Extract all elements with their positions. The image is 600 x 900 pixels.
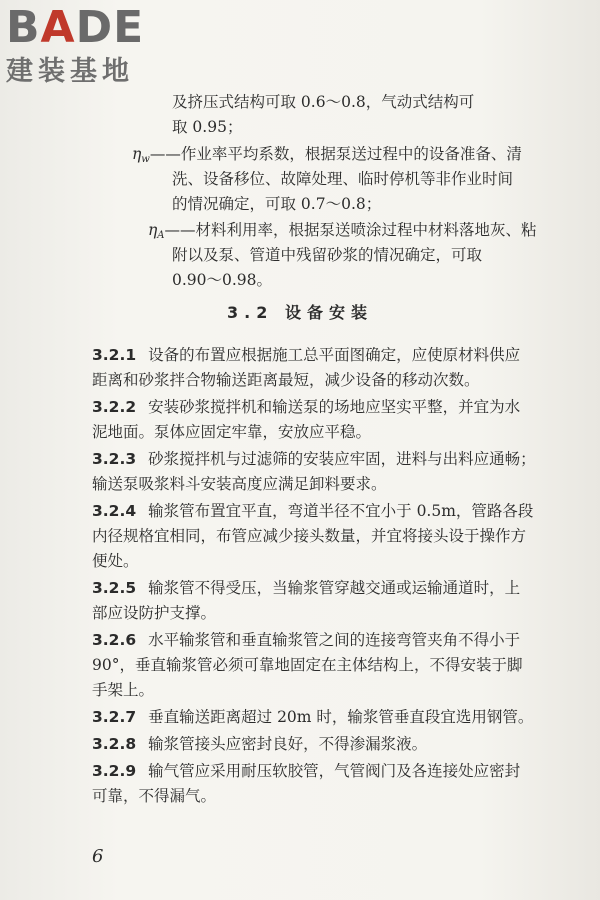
clause-3-2-1: 3.2.1 设备的布置应根据施工总平面图确定，应使原材料供应 (92, 346, 521, 364)
clause-3-2-3: 3.2.3 砂浆搅拌机与过滤筛的安装应牢固，进料与出料应通畅； (92, 450, 536, 468)
text-line: 附以及泵、管道中残留砂浆的情况确定，可取 (172, 246, 483, 264)
text-line: 手架上。 (92, 681, 155, 699)
text-line: 取 0.95； (172, 118, 243, 136)
clause-3-2-5: 3.2.5 输浆管不得受压，当输浆管穿越交通或运输通道时，上 (92, 579, 521, 597)
clause-3-2-2: 3.2.2 安装砂浆搅拌机和输送泵的场地应坚实平整，并宜为水 (92, 398, 521, 416)
text-line: 部应设防护支撑。 (92, 604, 217, 622)
clause-3-2-7: 3.2.7 垂直输送距离超过 20m 时，输浆管垂直段宜选用钢管。 (92, 708, 534, 726)
text-line: 洗、设备移位、故障处理、临时停机等非作业时间 (172, 170, 514, 188)
section-heading: 3.2 设备安装 (227, 303, 373, 322)
logo-subtitle: 建装基地 (6, 56, 134, 87)
page-number: 6 (92, 846, 104, 867)
clause-3-2-4: 3.2.4 输浆管布置宜平直，弯道半径不宜小于 0.5m，管路各段 (92, 502, 534, 520)
clause-3-2-9: 3.2.9 输气管应采用耐压软胶管，气管阀门及各连接处应密封 (92, 762, 521, 780)
text-line: 的情况确定，可取 0.7～0.8； (172, 195, 382, 213)
text-line: 泥地面。泵体应固定牢靠，安放应平稳。 (92, 423, 372, 441)
clause-3-2-8: 3.2.8 输浆管接头应密封良好，不得渗漏浆液。 (92, 735, 428, 753)
bade-logo (6, 4, 176, 96)
text-line: 0.90～0.98。 (172, 271, 273, 289)
text-line: 90°，垂直输浆管必须可靠地固定在主体结构上，不得安装于脚 (92, 656, 523, 674)
text-line: 及挤压式结构可取 0.6～0.8，气动式结构可 (172, 93, 475, 111)
text-line: 输送泵吸浆料斗安装高度应满足卸料要求。 (92, 475, 387, 493)
text-line: 便处。 (92, 552, 139, 570)
logo-wordmark: BADE (6, 2, 145, 53)
text-line: 可靠，不得漏气。 (92, 787, 217, 805)
symbol-eta-a: $\eta_A——$材料利用率，根据泵送喷涂过程中材料落地灰、粘 (148, 221, 537, 241)
clause-3-2-6: 3.2.6 水平输浆管和垂直输浆管之间的连接弯管夹角不得小于 (92, 631, 521, 649)
text-line: 内径规格宜相同，布管应减少接头数量，并宜将接头设于操作方 (92, 527, 527, 545)
text-line: 距离和砂浆拌合物输送距离最短，减少设备的移动次数。 (92, 371, 480, 389)
symbol-eta-w: $\eta_w——$作业率平均系数，根据泵送过程中的设备准备、清 (132, 145, 522, 165)
